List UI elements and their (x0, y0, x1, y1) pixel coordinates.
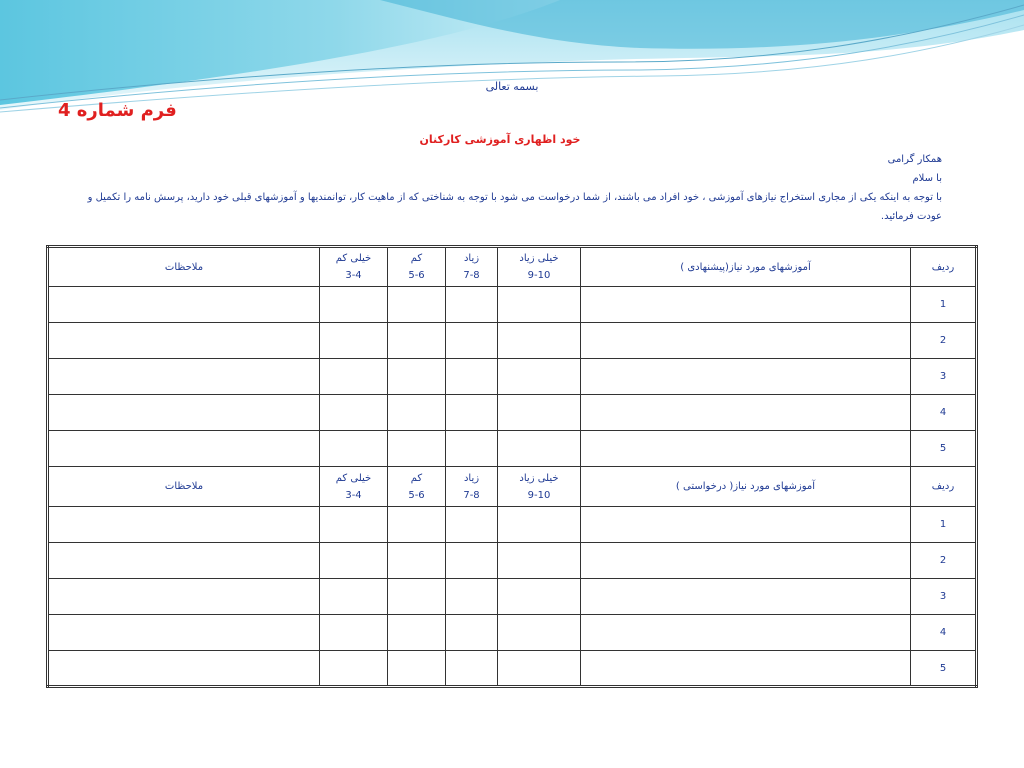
row-number: 2 (911, 323, 977, 359)
col-requested-training: آموزشهای مورد نیاز( درخواستی ) (581, 467, 911, 507)
very-high-cell[interactable] (498, 507, 581, 543)
high-cell[interactable] (446, 507, 498, 543)
very-high-range: 9-10 (527, 489, 551, 501)
notes-cell[interactable] (48, 651, 320, 687)
training-cell[interactable] (581, 323, 911, 359)
high-cell[interactable] (446, 579, 498, 615)
very-high-cell[interactable] (498, 323, 581, 359)
table-row (48, 615, 977, 651)
very-low-label: خیلی کم (335, 253, 372, 264)
very-low-cell[interactable] (320, 287, 388, 323)
very-high-cell[interactable] (498, 431, 581, 467)
notes-cell[interactable] (48, 579, 320, 615)
col-suggested-training: آموزشهای مورد نیاز(پیشنهادی ) (581, 247, 911, 287)
row-number: 4 (911, 615, 977, 651)
table-row (48, 651, 977, 687)
low-cell[interactable] (388, 359, 446, 395)
very-low-cell[interactable] (320, 359, 388, 395)
high-range: 7-8 (463, 489, 480, 501)
training-cell[interactable] (581, 543, 911, 579)
row-number: 1 (911, 507, 977, 543)
table-row (48, 507, 977, 543)
low-cell[interactable] (388, 507, 446, 543)
row-number: 3 (911, 359, 977, 395)
very-low-cell[interactable] (320, 507, 388, 543)
low-cell[interactable] (388, 579, 446, 615)
col-row-number: ردیف (911, 247, 977, 287)
very-low-cell[interactable] (320, 431, 388, 467)
very-low-cell[interactable] (320, 651, 388, 687)
high-cell[interactable] (446, 543, 498, 579)
low-cell[interactable] (388, 431, 446, 467)
intro-paragraph (60, 150, 942, 226)
col-low (388, 467, 446, 507)
col-high (446, 247, 498, 287)
high-label: زیاد (463, 253, 480, 264)
table-row (48, 359, 977, 395)
training-cell[interactable] (581, 359, 911, 395)
notes-cell[interactable] (48, 359, 320, 395)
high-cell[interactable] (446, 395, 498, 431)
low-label: کم (410, 472, 423, 484)
col-very-high (498, 467, 581, 507)
high-label: زیاد (463, 472, 480, 484)
notes-cell[interactable] (48, 543, 320, 579)
row-number: 1 (911, 287, 977, 323)
form-number: فرم شماره 4 (58, 100, 177, 121)
col-very-low (320, 247, 388, 287)
bismillah-text: بسمه تعالی (485, 80, 539, 93)
col-very-low (320, 467, 388, 507)
row-number: 2 (911, 543, 977, 579)
table-header-row-suggested (48, 247, 977, 287)
table-header-row-requested (48, 467, 977, 507)
low-range: 5-6 (408, 489, 425, 501)
greeting: با سلام (912, 173, 942, 184)
table-row (48, 431, 977, 467)
intro-line-2: عودت فرمائید. (880, 211, 942, 222)
high-cell[interactable] (446, 287, 498, 323)
low-label: کم (410, 253, 423, 264)
low-cell[interactable] (388, 395, 446, 431)
very-low-label: خیلی کم (335, 472, 372, 484)
training-cell[interactable] (581, 395, 911, 431)
very-low-range: 3-4 (345, 270, 362, 281)
very-low-cell[interactable] (320, 543, 388, 579)
high-cell[interactable] (446, 359, 498, 395)
low-cell[interactable] (388, 543, 446, 579)
training-cell[interactable] (581, 431, 911, 467)
row-number: 3 (911, 579, 977, 615)
very-low-cell[interactable] (320, 615, 388, 651)
notes-cell[interactable] (48, 323, 320, 359)
very-high-cell[interactable] (498, 543, 581, 579)
col-row-number: ردیف (911, 467, 977, 507)
high-cell[interactable] (446, 431, 498, 467)
very-high-cell[interactable] (498, 579, 581, 615)
very-high-cell[interactable] (498, 395, 581, 431)
very-low-range: 3-4 (345, 489, 362, 501)
very-high-cell[interactable] (498, 615, 581, 651)
very-high-cell[interactable] (498, 359, 581, 395)
training-cell[interactable] (581, 507, 911, 543)
col-high (446, 467, 498, 507)
low-range: 5-6 (408, 270, 425, 281)
table-row (48, 287, 977, 323)
low-cell[interactable] (388, 615, 446, 651)
very-high-cell[interactable] (498, 287, 581, 323)
table-row (48, 323, 977, 359)
very-high-label: خیلی زیاد (519, 472, 559, 484)
col-low (388, 247, 446, 287)
low-cell[interactable] (388, 323, 446, 359)
very-low-cell[interactable] (320, 395, 388, 431)
high-cell[interactable] (446, 615, 498, 651)
training-cell[interactable] (581, 615, 911, 651)
notes-cell[interactable] (48, 287, 320, 323)
table-row (48, 543, 977, 579)
very-high-cell[interactable] (498, 651, 581, 687)
training-cell[interactable] (581, 651, 911, 687)
row-number: 4 (911, 395, 977, 431)
table-row (48, 579, 977, 615)
training-needs-table (46, 245, 978, 688)
col-very-high (498, 247, 581, 287)
low-cell[interactable] (388, 651, 446, 687)
high-cell[interactable] (446, 651, 498, 687)
high-range: 7-8 (463, 270, 480, 281)
very-high-label: خیلی زیاد (519, 253, 559, 264)
salutation: همکار گرامی (887, 154, 942, 165)
table-row (48, 395, 977, 431)
row-number: 5 (911, 651, 977, 687)
training-cell[interactable] (581, 287, 911, 323)
very-low-cell[interactable] (320, 323, 388, 359)
training-cell[interactable] (581, 579, 911, 615)
very-high-range: 9-10 (527, 270, 551, 281)
notes-cell[interactable] (48, 431, 320, 467)
notes-cell[interactable] (48, 395, 320, 431)
notes-cell[interactable] (48, 507, 320, 543)
high-cell[interactable] (446, 323, 498, 359)
very-low-cell[interactable] (320, 579, 388, 615)
col-notes: ملاحظات (48, 247, 320, 287)
intro-line-1: با توجه به اینکه یکی از مجاری استخراج نیازهای آموزشی ، خود افراد می باشند، از شما درخواست می شود با توجه به شناختی که از ماهیت کار، توانمندیها و آموزشهای قبلی خود دارید، پرسش نامه را تکمیل و (87, 192, 942, 203)
low-cell[interactable] (388, 287, 446, 323)
form-title: خود اظهاری آموزشی کارکنان (419, 133, 581, 146)
notes-cell[interactable] (48, 615, 320, 651)
col-notes: ملاحظات (48, 467, 320, 507)
row-number: 5 (911, 431, 977, 467)
